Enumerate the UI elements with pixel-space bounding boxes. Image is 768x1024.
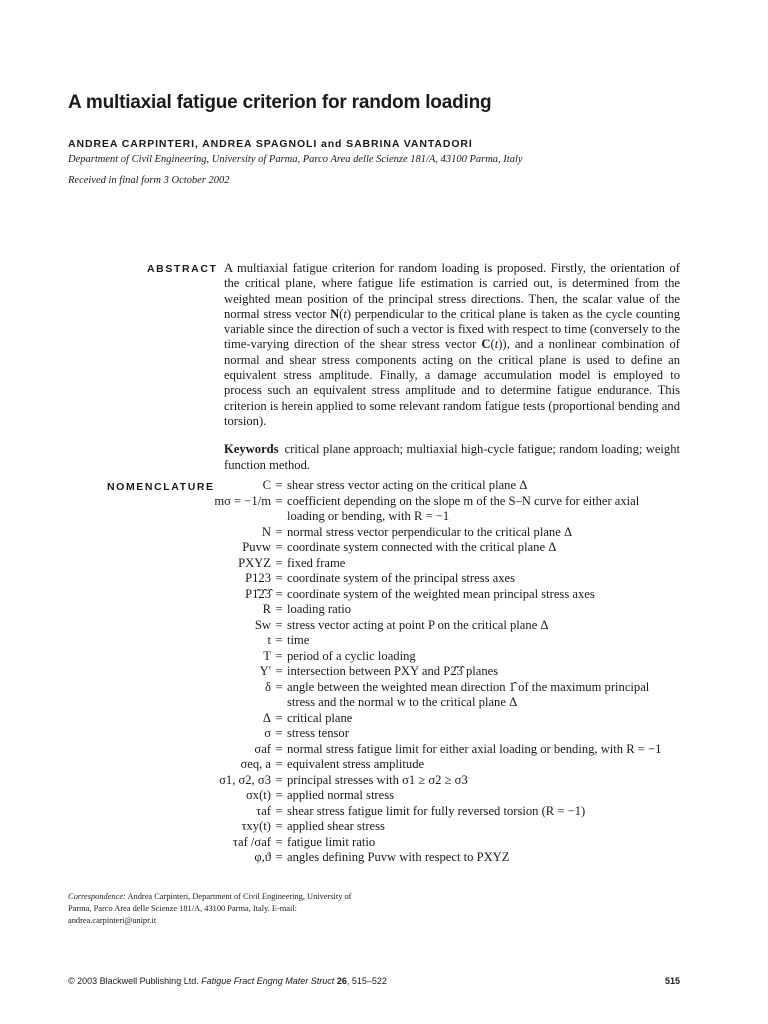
nomenclature-list bbox=[0, 478, 768, 866]
keywords-label: Keywords bbox=[224, 442, 279, 456]
nomenclature-definition: applied shear stress bbox=[287, 819, 385, 833]
nomenclature-definition: period of a cyclic loading bbox=[287, 648, 416, 663]
nomenclature-equals: = bbox=[275, 664, 283, 678]
journal-name: Fatigue Fract Engng Mater Struct bbox=[201, 976, 335, 986]
nomenclature-equals: = bbox=[275, 710, 283, 725]
nomenclature-row bbox=[0, 804, 768, 820]
nomenclature-row bbox=[0, 556, 768, 572]
nomenclature-row bbox=[0, 618, 768, 634]
nomenclature-definition: coordinate system of the principal stress axes bbox=[287, 571, 516, 585]
nomenclature-row bbox=[0, 773, 768, 789]
nomenclature-symbol: σaf bbox=[254, 741, 271, 756]
nomenclature-row bbox=[0, 664, 768, 680]
nomenclature-row bbox=[0, 494, 768, 525]
received-date: Received in final form 3 October 2002 bbox=[68, 175, 230, 186]
nomenclature-symbol: t bbox=[267, 633, 271, 647]
page-footer bbox=[68, 976, 387, 986]
nomenclature-equals: = bbox=[275, 648, 283, 663]
nomenclature-definition: normal stress fatigue limit for either axial loading or bending, with R = −1 bbox=[287, 741, 662, 756]
nomenclature-equals: = bbox=[275, 741, 283, 756]
nomenclature-row bbox=[0, 571, 768, 587]
nomenclature-equals: = bbox=[275, 571, 283, 585]
nomenclature-equals: = bbox=[275, 772, 283, 787]
nomenclature-row bbox=[0, 835, 768, 851]
nomenclature-symbol: PXYZ bbox=[238, 555, 271, 570]
nomenclature-definition: time bbox=[287, 633, 310, 647]
nomenclature-symbol: Sw bbox=[254, 617, 271, 632]
nomenclature-row bbox=[0, 680, 768, 711]
nomenclature-symbol: P123 bbox=[245, 571, 271, 585]
affiliation: Department of Civil Engineering, University of Parma, Parco Area delle Scienze 181/A, 43100 Parma, Italy bbox=[68, 154, 523, 165]
abstract-symbol-t: t bbox=[343, 306, 347, 321]
nomenclature-row bbox=[0, 478, 768, 494]
nomenclature-equals: = bbox=[275, 493, 283, 508]
nomenclature-row bbox=[0, 525, 768, 541]
nomenclature-equals: = bbox=[275, 757, 283, 771]
nomenclature-row bbox=[0, 633, 768, 649]
nomenclature-definition: applied normal stress bbox=[287, 788, 395, 802]
nomenclature-equals: = bbox=[275, 834, 283, 849]
nomenclature-definition: stress tensor bbox=[287, 726, 349, 740]
nomenclature-equals: = bbox=[275, 850, 283, 864]
nomenclature-definition: equivalent stress amplitude bbox=[287, 757, 425, 771]
correspondence-label: Correspondence: bbox=[68, 892, 126, 901]
nomenclature-equals: = bbox=[275, 819, 283, 833]
nomenclature-row bbox=[0, 726, 768, 742]
abstract-text-part: ( bbox=[490, 337, 495, 352]
nomenclature-symbol: σ1, σ2, σ3 bbox=[219, 772, 271, 787]
nomenclature-equals: = bbox=[275, 555, 283, 570]
nomenclature-symbol: Y' bbox=[259, 664, 271, 678]
nomenclature-definition: shear stress vector acting on the critical plane Δ bbox=[287, 478, 528, 492]
nomenclature-row bbox=[0, 850, 768, 866]
keywords-block bbox=[224, 441, 680, 473]
abstract-symbol-n: N bbox=[330, 306, 340, 321]
nomenclature-definition: coefficient depending on the slope m of the S–N curve for either axial loading or bending, with R = −1 bbox=[287, 493, 640, 523]
nomenclature-symbol: σx(t) bbox=[246, 788, 271, 802]
nomenclature-row bbox=[0, 540, 768, 556]
nomenclature-symbol: σeq, a bbox=[240, 757, 271, 771]
nomenclature-definition: loading ratio bbox=[287, 602, 352, 616]
nomenclature-symbol: Δ bbox=[262, 710, 271, 725]
correspondence-note bbox=[68, 891, 368, 927]
nomenclature-equals: = bbox=[275, 803, 283, 818]
nomenclature-symbol: C bbox=[262, 478, 271, 492]
nomenclature-symbol: δ bbox=[265, 679, 271, 694]
nomenclature-definition: stress vector acting at point P on the critical plane Δ bbox=[287, 617, 549, 632]
nomenclature-definition: fatigue limit ratio bbox=[287, 834, 376, 849]
author-list: ANDREA CARPINTERI, ANDREA SPAGNOLI and SABRINA VANTADORI bbox=[68, 138, 473, 150]
nomenclature-definition: shear stress fatigue limit for fully reversed torsion (R = −1) bbox=[287, 803, 586, 818]
nomenclature-symbol: τaf bbox=[256, 803, 271, 818]
correspondence-text: Andrea Carpinteri, Department of Civil Engineering, University of Parma, Parco Area delle Scienze 181/A, 43100 Parma, Italy. E-mail: andrea.carpinteri@unipr.it bbox=[68, 892, 352, 925]
journal-pages: , 515–522 bbox=[346, 976, 387, 986]
nomenclature-definition: intersection between PXY and P2̂3̂ planes bbox=[287, 664, 499, 678]
nomenclature-definition: normal stress vector perpendicular to the critical plane Δ bbox=[287, 524, 573, 539]
nomenclature-symbol: Puvw bbox=[242, 540, 271, 554]
journal-volume: 26 bbox=[336, 976, 347, 986]
copyright-text: © 2003 Blackwell Publishing Ltd. bbox=[68, 976, 199, 986]
nomenclature-row bbox=[0, 711, 768, 727]
nomenclature-row bbox=[0, 587, 768, 603]
nomenclature-equals: = bbox=[275, 617, 283, 632]
nomenclature-definition: angle between the weighted mean direction 1̂ of the maximum principal stress and the normal w to the critical plane Δ bbox=[287, 679, 650, 709]
nomenclature-equals: = bbox=[275, 602, 283, 616]
nomenclature-equals: = bbox=[275, 478, 283, 492]
nomenclature-symbol: τaf /σaf bbox=[232, 834, 271, 849]
nomenclature-label: NOMENCLATURE bbox=[107, 481, 215, 493]
abstract-text bbox=[224, 261, 680, 429]
abstract-symbol-c: C bbox=[481, 337, 491, 352]
nomenclature-row bbox=[0, 819, 768, 835]
abstract-label: ABSTRACT bbox=[147, 263, 218, 275]
nomenclature-row bbox=[0, 649, 768, 665]
nomenclature-symbol: mσ = −1/m bbox=[214, 493, 271, 508]
nomenclature-symbol: N bbox=[261, 524, 271, 539]
nomenclature-definition: coordinate system connected with the critical plane Δ bbox=[287, 540, 557, 554]
nomenclature-definition: angles defining Puvw with respect to PXYZ bbox=[287, 850, 510, 864]
nomenclature-equals: = bbox=[275, 633, 283, 647]
nomenclature-symbol: τxy(t) bbox=[241, 819, 271, 833]
nomenclature-row bbox=[0, 757, 768, 773]
nomenclature-definition: principal stresses with σ1 ≥ σ2 ≥ σ3 bbox=[287, 772, 468, 787]
nomenclature-row bbox=[0, 788, 768, 804]
nomenclature-definition: coordinate system of the weighted mean principal stress axes bbox=[287, 586, 595, 601]
nomenclature-equals: = bbox=[275, 540, 283, 554]
abstract-text-part: ) perpendicular to the critical plane is taken as the cycle counting variable since the direction of such a vector is fixed with respect to time (conversely to the time-varying direction of the shear stress vector bbox=[224, 306, 681, 352]
nomenclature-equals: = bbox=[275, 679, 283, 694]
abstract-text-part: A multiaxial fatigue criterion for random loading is proposed. Firstly, the orientation of the critical plane, where fatigue life estimation is carried out, is determined from the weighted mean position of the principal stress directions. Then, the scalar value of the normal stress vector bbox=[224, 261, 680, 321]
page-number: 515 bbox=[664, 976, 680, 986]
abstract-text-part: )), and a nonlinear combination of normal and shear stress components acting on the critical plane is used to define an equivalent stress amplitude. Finally, a damage accumulation model is employed to process such an equivalent stress amplitude and to determine fatigue endurance. This criterion is herein applied to some relevant random fatigue tests (proportional bending and torsion). bbox=[224, 337, 680, 428]
keywords-text: critical plane approach; multiaxial high-cycle fatigue; random loading; weight function method. bbox=[224, 442, 680, 472]
paper-title: A multiaxial fatigue criterion for random loading bbox=[68, 92, 492, 113]
nomenclature-symbol: φ,ϑ bbox=[254, 850, 271, 864]
abstract-symbol-t: t bbox=[494, 337, 499, 352]
nomenclature-equals: = bbox=[275, 788, 283, 802]
nomenclature-symbol: T bbox=[263, 648, 271, 663]
nomenclature-definition: fixed frame bbox=[287, 555, 346, 570]
nomenclature-definition: critical plane bbox=[287, 710, 353, 725]
nomenclature-row bbox=[0, 602, 768, 618]
nomenclature-equals: = bbox=[275, 726, 283, 740]
nomenclature-equals: = bbox=[275, 586, 283, 601]
nomenclature-symbol: P1̂2̂3̂ bbox=[245, 586, 271, 601]
nomenclature-row bbox=[0, 742, 768, 758]
abstract-text-part: ( bbox=[339, 306, 344, 321]
nomenclature-symbol: R bbox=[262, 602, 271, 616]
nomenclature-symbol: σ bbox=[264, 726, 271, 740]
nomenclature-equals: = bbox=[275, 524, 283, 539]
